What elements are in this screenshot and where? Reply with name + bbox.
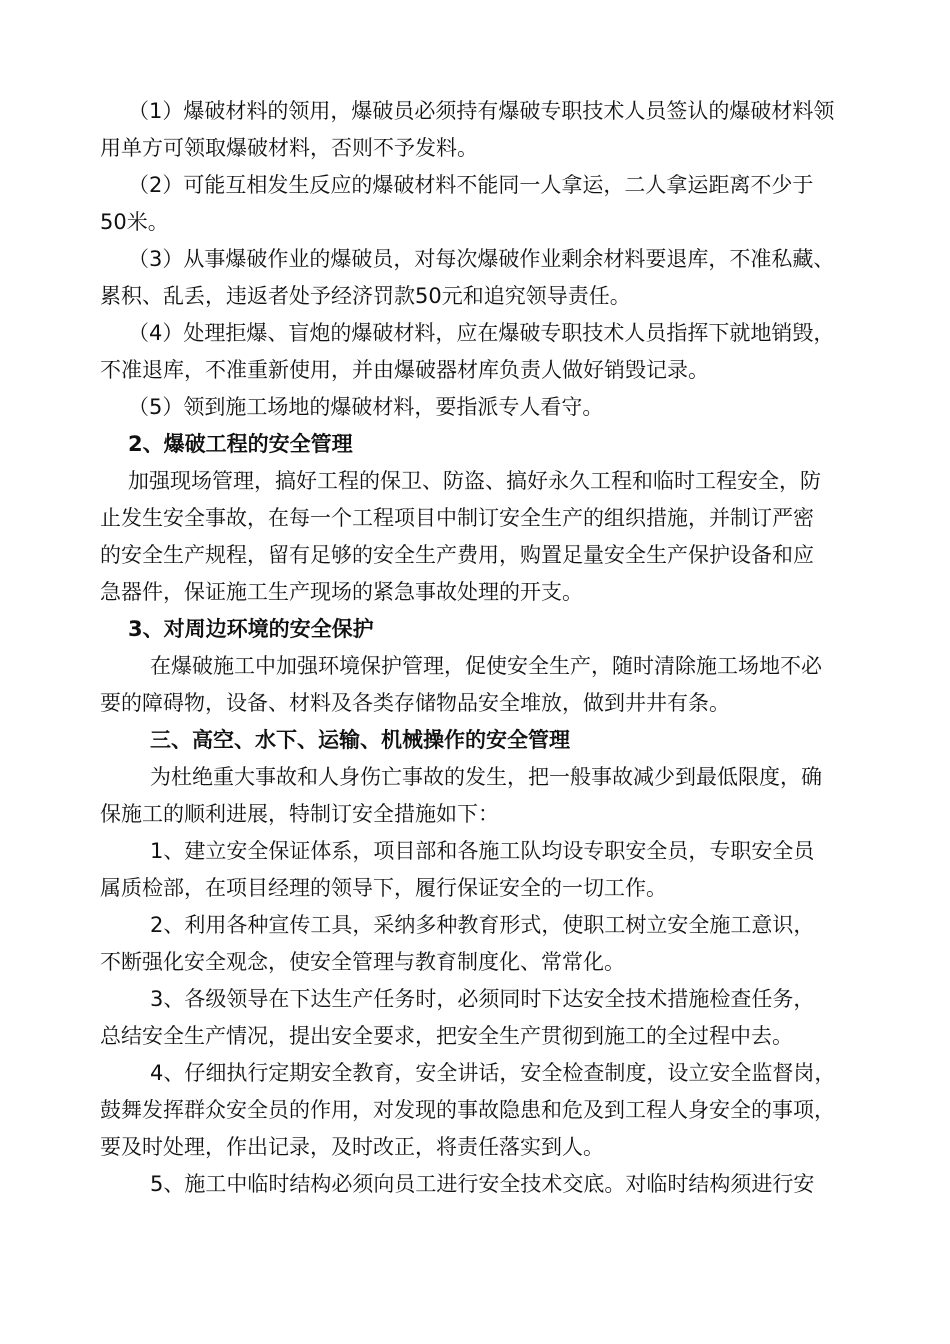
measure-2-line-1: 2、利用各种宣传工具，采纳多种教育形式，使职工树立安全施工意识， xyxy=(150,913,815,937)
item-4-line-2: 不准退库，不准重新使用，并由爆破器材库负责人做好销毁记录。 xyxy=(100,358,709,382)
section-3-line-1: 在爆破施工中加强环境保护管理，促使安全生产，随时清除施工场地不必 xyxy=(150,654,822,678)
item-1-line-1: （1）爆破材料的领用，爆破员必须持有爆破专职技术人员签认的爆破材料领 xyxy=(128,99,835,123)
section-2-line-3: 的安全生产规程，留有足够的安全生产费用，购置足量安全生产保护设备和应 xyxy=(100,543,814,567)
item-2-line-2: 50米。 xyxy=(100,210,169,234)
part-3-intro-line-2: 保施工的顺利进展，特制订安全措施如下： xyxy=(100,802,499,826)
measure-3-line-1: 3、各级领导在下达生产任务时，必须同时下达安全技术措施检查任务， xyxy=(150,987,815,1011)
measure-1-line-2: 属质检部，在项目经理的领导下，履行保证安全的一切工作。 xyxy=(100,876,667,900)
section-2-heading: 2、爆破工程的安全管理 xyxy=(128,432,353,456)
part-3-heading: 三、高空、水下、运输、机械操作的安全管理 xyxy=(150,728,570,752)
measure-4-line-2: 鼓舞发挥群众安全员的作用，对发现的事故隐患和危及到工程人身安全的事项， xyxy=(100,1098,835,1122)
item-3-line-2: 累积、乱丢，违返者处予经济罚款50元和追究领导责任。 xyxy=(100,284,631,308)
section-3-heading: 3、对周边环境的安全保护 xyxy=(128,617,374,641)
section-2-line-4: 急器件，保证施工生产现场的紧急事故处理的开支。 xyxy=(100,580,583,604)
section-2-line-2: 止发生安全事故，在每一个工程项目中制订安全生产的组织措施，并制订严密 xyxy=(100,506,814,530)
measure-2-line-2: 不断强化安全观念，使安全管理与教育制度化、常常化。 xyxy=(100,950,625,974)
item-4-line-1: （4）处理拒爆、盲炮的爆破材料，应在爆破专职技术人员指挥下就地销毁， xyxy=(128,321,835,345)
section-3-line-2: 要的障碍物，设备、材料及各类存储物品安全堆放，做到井井有条。 xyxy=(100,691,730,715)
item-2-line-1: （2）可能互相发生反应的爆破材料不能同一人拿运，二人拿运距离不少于 xyxy=(128,173,814,197)
measure-4-line-3: 要及时处理，作出记录，及时改正，将责任落实到人。 xyxy=(100,1135,604,1159)
item-1-line-2: 用单方可领取爆破材料，否则不予发料。 xyxy=(100,136,478,160)
measure-4-line-1: 4、仔细执行定期安全教育，安全讲话，安全检查制度，设立安全监督岗， xyxy=(150,1061,836,1085)
item-3-line-1: （3）从事爆破作业的爆破员，对每次爆破作业剩余材料要退库，不准私藏、 xyxy=(128,247,835,271)
section-2-line-1: 加强现场管理，搞好工程的保卫、防盗、搞好永久工程和临时工程安全，防 xyxy=(128,469,821,493)
measure-5-line-1: 5、施工中临时结构必须向员工进行安全技术交底。对临时结构须进行安 xyxy=(150,1172,815,1196)
measure-3-line-2: 总结安全生产情况，提出安全要求，把安全生产贯彻到施工的全过程中去。 xyxy=(100,1024,793,1048)
item-5-line-1: （5）领到施工场地的爆破材料，要指派专人看守。 xyxy=(128,395,604,419)
measure-1-line-1: 1、建立安全保证体系，项目部和各施工队均设专职安全员，专职安全员 xyxy=(150,839,815,863)
part-3-intro-line-1: 为杜绝重大事故和人身伤亡事故的发生，把一般事故减少到最低限度，确 xyxy=(150,765,822,789)
